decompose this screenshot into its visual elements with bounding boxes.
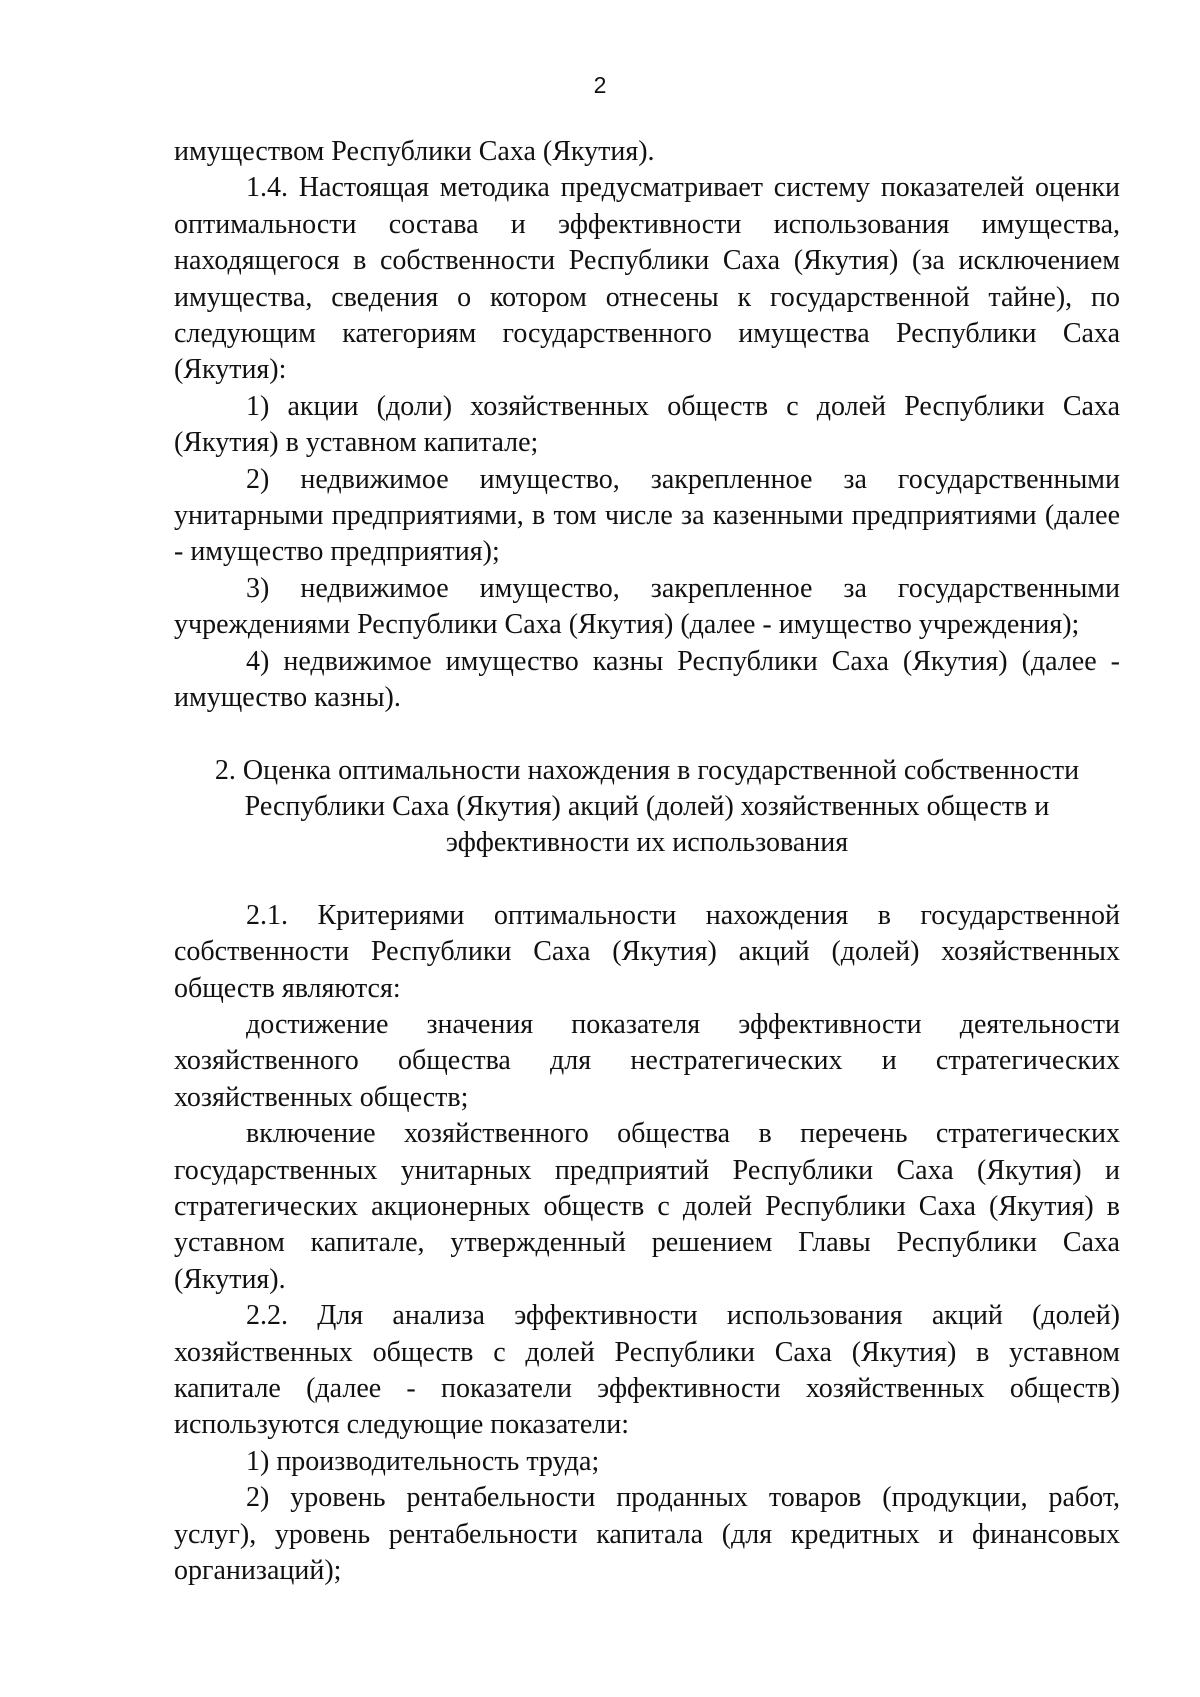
section-heading xyxy=(174,753,1120,862)
page-number: 2 xyxy=(593,72,607,98)
criterion-1: достижение значения показателя эффективности деятельности хозяйственного общества для нестратегических и стратегических хозяйственных обществ; xyxy=(174,1008,1120,1113)
paragraph-2-1: 2.1. Критериями оптимальности нахождения в государственной собственности Республики Саха (Якутия) акций (долей) хозяйственных обществ являются: xyxy=(174,899,1120,1004)
criterion-2: включение хозяйственного общества в перечень стратегических государственных унитарных предприятий Республики Саха (Якутия) и стратегических акционерных обществ с долей Республики Саха (Якутия) в уставном капитале, утвержденный решением Главы Республики Саха (Якутия). xyxy=(174,1118,1120,1295)
indicator-2: 2) уровень рентабельности проданных товаров (продукции, работ, услуг), уровень рентабельности капитала (для кредитных и финансовых организаций); xyxy=(174,1482,1120,1587)
section-heading-line-1: 2. Оценка оптимальности нахождения в государственной собственности xyxy=(214,754,1080,786)
list-item-4: 4) недвижимое имущество казны Республики Саха (Якутия) (далее - имущество казны). xyxy=(174,645,1120,714)
indicator-1: 1) производительность труда; xyxy=(246,1445,600,1477)
list-item-3: 3) недвижимое имущество, закрепленное за государственными учреждениями Республики Саха (Якутия) (далее - имущество учреждения); xyxy=(174,572,1120,641)
list-item-1: 1) акции (доли) хозяйственных обществ с долей Республики Саха (Якутия) в уставном капитале; xyxy=(174,390,1120,459)
document-body xyxy=(174,134,1120,1589)
section-heading-line-3: эффективности их использования xyxy=(445,827,849,859)
list-item-2: 2) недвижимое имущество, закрепленное за государственными унитарными предприятиями, в том числе за казенными предприятиями (далее - имущество предприятия); xyxy=(174,463,1120,568)
paragraph: имуществом Республики Саха (Якутия). xyxy=(174,136,655,167)
paragraph-2-2: 2.2. Для анализа эффективности использования акций (долей) хозяйственных обществ с долей Республики Саха (Якутия) в уставном капитале (далее - показатели эффективности хозяйственных обществ) используются следующие показатели: xyxy=(174,1300,1120,1441)
section-heading-line-2: Республики Саха (Якутия) акций (долей) хозяйственных обществ и xyxy=(244,790,1050,822)
paragraph-1-4: 1.4. Настоящая методика предусматривает систему показателей оценки оптимальности состава и эффективности использования имущества, находящегося в собственности Республики Саха (Якутия) (за исключением имущества, сведения о котором отнесены к государственной тайне), по следующим категориям государственного имущества Республики Саха (Якутия): xyxy=(174,172,1120,386)
